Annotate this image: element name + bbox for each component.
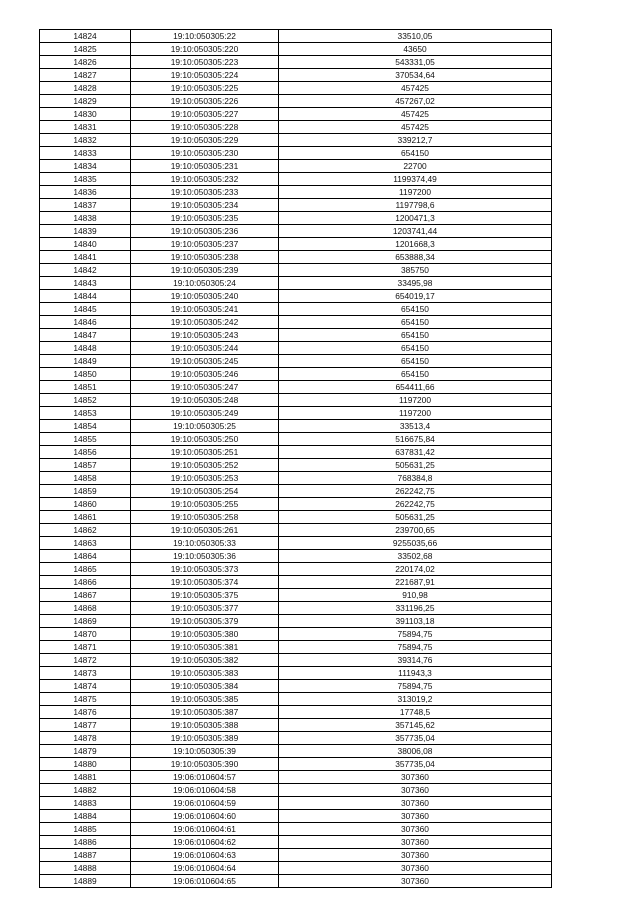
row-number-cell: 14850 <box>40 368 131 381</box>
table-row <box>40 199 552 212</box>
table-row <box>40 849 552 862</box>
value-cell: 385750 <box>279 264 552 277</box>
cadastral-number-cell: 19:10:050305:379 <box>131 615 279 628</box>
row-number-cell: 14855 <box>40 433 131 446</box>
row-number-cell: 14867 <box>40 589 131 602</box>
cadastral-number-cell: 19:10:050305:226 <box>131 95 279 108</box>
value-cell: 307360 <box>279 875 552 888</box>
row-number-cell: 14829 <box>40 95 131 108</box>
cadastral-number-cell: 19:10:050305:36 <box>131 550 279 563</box>
value-cell: 391103,18 <box>279 615 552 628</box>
row-number-cell: 14885 <box>40 823 131 836</box>
cadastral-number-cell: 19:10:050305:384 <box>131 680 279 693</box>
row-number-cell: 14857 <box>40 459 131 472</box>
table-row <box>40 316 552 329</box>
cadastral-number-cell: 19:10:050305:254 <box>131 485 279 498</box>
cadastral-number-cell: 19:10:050305:223 <box>131 56 279 69</box>
value-cell: 653888,34 <box>279 251 552 264</box>
cadastral-number-cell: 19:10:050305:243 <box>131 329 279 342</box>
row-number-cell: 14865 <box>40 563 131 576</box>
table-row <box>40 56 552 69</box>
value-cell: 313019,2 <box>279 693 552 706</box>
table-row <box>40 212 552 225</box>
value-cell: 75894,75 <box>279 641 552 654</box>
value-cell: 111943,3 <box>279 667 552 680</box>
table-row <box>40 732 552 745</box>
table-row <box>40 758 552 771</box>
value-cell: 331196,25 <box>279 602 552 615</box>
table-row <box>40 875 552 888</box>
table-row <box>40 485 552 498</box>
table-row <box>40 784 552 797</box>
value-cell: 43650 <box>279 43 552 56</box>
cadastral-number-cell: 19:10:050305:383 <box>131 667 279 680</box>
value-cell: 654150 <box>279 342 552 355</box>
value-cell: 33513,4 <box>279 420 552 433</box>
value-cell: 910,98 <box>279 589 552 602</box>
row-number-cell: 14825 <box>40 43 131 56</box>
table-row <box>40 576 552 589</box>
cadastral-number-cell: 19:10:050305:251 <box>131 446 279 459</box>
table-row <box>40 355 552 368</box>
value-cell: 1203741,44 <box>279 225 552 238</box>
value-cell: 457425 <box>279 82 552 95</box>
table-row <box>40 43 552 56</box>
row-number-cell: 14843 <box>40 277 131 290</box>
table-row <box>40 706 552 719</box>
cadastral-number-cell: 19:10:050305:233 <box>131 186 279 199</box>
row-number-cell: 14878 <box>40 732 131 745</box>
row-number-cell: 14847 <box>40 329 131 342</box>
table-row <box>40 550 552 563</box>
table-row <box>40 381 552 394</box>
cadastral-number-cell: 19:10:050305:224 <box>131 69 279 82</box>
cadastral-number-cell: 19:10:050305:241 <box>131 303 279 316</box>
row-number-cell: 14826 <box>40 56 131 69</box>
row-number-cell: 14832 <box>40 134 131 147</box>
cadastral-number-cell: 19:10:050305:253 <box>131 472 279 485</box>
row-number-cell: 14849 <box>40 355 131 368</box>
value-cell: 307360 <box>279 862 552 875</box>
cadastral-number-cell: 19:10:050305:228 <box>131 121 279 134</box>
table-row <box>40 225 552 238</box>
table-row <box>40 173 552 186</box>
value-cell: 38006,08 <box>279 745 552 758</box>
value-cell: 33502,68 <box>279 550 552 563</box>
value-cell: 39314,76 <box>279 654 552 667</box>
value-cell: 357735,04 <box>279 732 552 745</box>
table-row <box>40 134 552 147</box>
cadastral-number-cell: 19:06:010604:65 <box>131 875 279 888</box>
value-cell: 457267,02 <box>279 95 552 108</box>
table-row <box>40 823 552 836</box>
row-number-cell: 14868 <box>40 602 131 615</box>
cadastral-number-cell: 19:10:050305:33 <box>131 537 279 550</box>
table-row <box>40 303 552 316</box>
row-number-cell: 14879 <box>40 745 131 758</box>
value-cell: 307360 <box>279 849 552 862</box>
table-row <box>40 719 552 732</box>
value-cell: 637831,42 <box>279 446 552 459</box>
cadastral-number-cell: 19:10:050305:231 <box>131 160 279 173</box>
cadastral-number-cell: 19:06:010604:58 <box>131 784 279 797</box>
value-cell: 75894,75 <box>279 680 552 693</box>
cadastral-number-cell: 19:10:050305:232 <box>131 173 279 186</box>
value-cell: 654150 <box>279 329 552 342</box>
cadastral-number-cell: 19:10:050305:255 <box>131 498 279 511</box>
value-cell: 1197200 <box>279 394 552 407</box>
cadastral-number-cell: 19:06:010604:63 <box>131 849 279 862</box>
value-cell: 75894,75 <box>279 628 552 641</box>
cadastral-number-cell: 19:10:050305:390 <box>131 758 279 771</box>
value-cell: 654150 <box>279 303 552 316</box>
table-row <box>40 186 552 199</box>
row-number-cell: 14889 <box>40 875 131 888</box>
value-cell: 307360 <box>279 836 552 849</box>
table-row <box>40 563 552 576</box>
value-cell: 262242,75 <box>279 498 552 511</box>
row-number-cell: 14877 <box>40 719 131 732</box>
cadastral-number-cell: 19:10:050305:374 <box>131 576 279 589</box>
table-row <box>40 251 552 264</box>
value-cell: 1197200 <box>279 186 552 199</box>
table-row <box>40 342 552 355</box>
row-number-cell: 14869 <box>40 615 131 628</box>
row-number-cell: 14834 <box>40 160 131 173</box>
cadastral-number-cell: 19:10:050305:249 <box>131 407 279 420</box>
table-row <box>40 420 552 433</box>
row-number-cell: 14836 <box>40 186 131 199</box>
value-cell: 370534,64 <box>279 69 552 82</box>
value-cell: 1201668,3 <box>279 238 552 251</box>
cadastral-number-cell: 19:10:050305:39 <box>131 745 279 758</box>
cadastral-number-cell: 19:10:050305:25 <box>131 420 279 433</box>
cadastral-number-cell: 19:10:050305:373 <box>131 563 279 576</box>
table-row <box>40 394 552 407</box>
row-number-cell: 14883 <box>40 797 131 810</box>
table-row <box>40 69 552 82</box>
table-row <box>40 264 552 277</box>
row-number-cell: 14870 <box>40 628 131 641</box>
value-cell: 307360 <box>279 810 552 823</box>
row-number-cell: 14828 <box>40 82 131 95</box>
value-cell: 221687,91 <box>279 576 552 589</box>
cadastral-number-cell: 19:10:050305:377 <box>131 602 279 615</box>
cadastral-number-cell: 19:10:050305:24 <box>131 277 279 290</box>
row-number-cell: 14882 <box>40 784 131 797</box>
value-cell: 22700 <box>279 160 552 173</box>
row-number-cell: 14860 <box>40 498 131 511</box>
value-cell: 17748,5 <box>279 706 552 719</box>
row-number-cell: 14863 <box>40 537 131 550</box>
row-number-cell: 14853 <box>40 407 131 420</box>
row-number-cell: 14887 <box>40 849 131 862</box>
cadastral-number-cell: 19:10:050305:385 <box>131 693 279 706</box>
value-cell: 457425 <box>279 108 552 121</box>
cadastral-number-cell: 19:10:050305:238 <box>131 251 279 264</box>
value-cell: 654150 <box>279 147 552 160</box>
table-row <box>40 836 552 849</box>
table-row <box>40 498 552 511</box>
value-cell: 654019,17 <box>279 290 552 303</box>
row-number-cell: 14844 <box>40 290 131 303</box>
value-cell: 654411,66 <box>279 381 552 394</box>
table-row <box>40 537 552 550</box>
table-row <box>40 745 552 758</box>
value-cell: 654150 <box>279 355 552 368</box>
row-number-cell: 14876 <box>40 706 131 719</box>
value-cell: 307360 <box>279 771 552 784</box>
cadastral-number-cell: 19:10:050305:229 <box>131 134 279 147</box>
row-number-cell: 14846 <box>40 316 131 329</box>
table-row <box>40 433 552 446</box>
table-row <box>40 628 552 641</box>
value-cell: 357735,04 <box>279 758 552 771</box>
cadastral-number-cell: 19:10:050305:227 <box>131 108 279 121</box>
table-row <box>40 108 552 121</box>
cadastral-number-cell: 19:10:050305:246 <box>131 368 279 381</box>
row-number-cell: 14875 <box>40 693 131 706</box>
row-number-cell: 14872 <box>40 654 131 667</box>
table-row <box>40 160 552 173</box>
row-number-cell: 14845 <box>40 303 131 316</box>
cadastral-number-cell: 19:10:050305:252 <box>131 459 279 472</box>
data-table <box>39 29 552 888</box>
row-number-cell: 14881 <box>40 771 131 784</box>
table-row <box>40 446 552 459</box>
row-number-cell: 14856 <box>40 446 131 459</box>
row-number-cell: 14827 <box>40 69 131 82</box>
value-cell: 307360 <box>279 784 552 797</box>
cadastral-number-cell: 19:10:050305:387 <box>131 706 279 719</box>
cadastral-number-cell: 19:10:050305:239 <box>131 264 279 277</box>
table-row <box>40 82 552 95</box>
cadastral-number-cell: 19:10:050305:22 <box>131 30 279 43</box>
table-row <box>40 472 552 485</box>
row-number-cell: 14831 <box>40 121 131 134</box>
cadastral-number-cell: 19:10:050305:225 <box>131 82 279 95</box>
value-cell: 654150 <box>279 316 552 329</box>
value-cell: 505631,25 <box>279 459 552 472</box>
cadastral-number-cell: 19:10:050305:237 <box>131 238 279 251</box>
value-cell: 33510,05 <box>279 30 552 43</box>
value-cell: 654150 <box>279 368 552 381</box>
cadastral-number-cell: 19:06:010604:60 <box>131 810 279 823</box>
row-number-cell: 14861 <box>40 511 131 524</box>
row-number-cell: 14862 <box>40 524 131 537</box>
table-row <box>40 238 552 251</box>
value-cell: 1197200 <box>279 407 552 420</box>
cadastral-number-cell: 19:10:050305:382 <box>131 654 279 667</box>
cadastral-number-cell: 19:10:050305:235 <box>131 212 279 225</box>
cadastral-number-cell: 19:10:050305:242 <box>131 316 279 329</box>
table-row <box>40 693 552 706</box>
cadastral-number-cell: 19:06:010604:62 <box>131 836 279 849</box>
cadastral-number-cell: 19:10:050305:261 <box>131 524 279 537</box>
table-row <box>40 121 552 134</box>
row-number-cell: 14842 <box>40 264 131 277</box>
value-cell: 33495,98 <box>279 277 552 290</box>
row-number-cell: 14840 <box>40 238 131 251</box>
row-number-cell: 14854 <box>40 420 131 433</box>
table-row <box>40 277 552 290</box>
row-number-cell: 14833 <box>40 147 131 160</box>
table-row <box>40 368 552 381</box>
table-row <box>40 147 552 160</box>
row-number-cell: 14884 <box>40 810 131 823</box>
row-number-cell: 14866 <box>40 576 131 589</box>
row-number-cell: 14859 <box>40 485 131 498</box>
value-cell: 307360 <box>279 797 552 810</box>
cadastral-number-cell: 19:10:050305:245 <box>131 355 279 368</box>
table-row <box>40 862 552 875</box>
row-number-cell: 14888 <box>40 862 131 875</box>
table-row <box>40 524 552 537</box>
value-cell: 505631,25 <box>279 511 552 524</box>
value-cell: 543331,05 <box>279 56 552 69</box>
cadastral-number-cell: 19:06:010604:59 <box>131 797 279 810</box>
table-row <box>40 680 552 693</box>
row-number-cell: 14838 <box>40 212 131 225</box>
row-number-cell: 14830 <box>40 108 131 121</box>
row-number-cell: 14835 <box>40 173 131 186</box>
row-number-cell: 14864 <box>40 550 131 563</box>
table-row <box>40 641 552 654</box>
value-cell: 516675,84 <box>279 433 552 446</box>
value-cell: 262242,75 <box>279 485 552 498</box>
value-cell: 768384,8 <box>279 472 552 485</box>
cadastral-number-cell: 19:06:010604:61 <box>131 823 279 836</box>
cadastral-number-cell: 19:10:050305:247 <box>131 381 279 394</box>
table-row <box>40 459 552 472</box>
row-number-cell: 14880 <box>40 758 131 771</box>
cadastral-number-cell: 19:06:010604:64 <box>131 862 279 875</box>
cadastral-number-cell: 19:10:050305:389 <box>131 732 279 745</box>
cadastral-number-cell: 19:10:050305:230 <box>131 147 279 160</box>
cadastral-number-cell: 19:06:010604:57 <box>131 771 279 784</box>
cadastral-number-cell: 19:10:050305:380 <box>131 628 279 641</box>
cadastral-number-cell: 19:10:050305:388 <box>131 719 279 732</box>
row-number-cell: 14886 <box>40 836 131 849</box>
value-cell: 9255035,66 <box>279 537 552 550</box>
table-row <box>40 407 552 420</box>
cadastral-number-cell: 19:10:050305:381 <box>131 641 279 654</box>
value-cell: 339212,7 <box>279 134 552 147</box>
row-number-cell: 14841 <box>40 251 131 264</box>
cadastral-number-cell: 19:10:050305:375 <box>131 589 279 602</box>
cadastral-number-cell: 19:10:050305:248 <box>131 394 279 407</box>
value-cell: 1199374,49 <box>279 173 552 186</box>
table-row <box>40 771 552 784</box>
cadastral-number-cell: 19:10:050305:220 <box>131 43 279 56</box>
cadastral-number-cell: 19:10:050305:240 <box>131 290 279 303</box>
row-number-cell: 14839 <box>40 225 131 238</box>
value-cell: 1197798,6 <box>279 199 552 212</box>
table-row <box>40 511 552 524</box>
row-number-cell: 14873 <box>40 667 131 680</box>
table-row <box>40 615 552 628</box>
cadastral-number-cell: 19:10:050305:258 <box>131 511 279 524</box>
cadastral-number-cell: 19:10:050305:234 <box>131 199 279 212</box>
table-row <box>40 95 552 108</box>
row-number-cell: 14837 <box>40 199 131 212</box>
value-cell: 357145,62 <box>279 719 552 732</box>
table-row <box>40 589 552 602</box>
value-cell: 307360 <box>279 823 552 836</box>
row-number-cell: 14858 <box>40 472 131 485</box>
table-body <box>40 30 552 888</box>
table-row <box>40 667 552 680</box>
row-number-cell: 14848 <box>40 342 131 355</box>
row-number-cell: 14852 <box>40 394 131 407</box>
table-row <box>40 654 552 667</box>
row-number-cell: 14874 <box>40 680 131 693</box>
value-cell: 239700,65 <box>279 524 552 537</box>
table-row <box>40 329 552 342</box>
table-row <box>40 797 552 810</box>
table-row <box>40 290 552 303</box>
cadastral-number-cell: 19:10:050305:244 <box>131 342 279 355</box>
value-cell: 220174,02 <box>279 563 552 576</box>
row-number-cell: 14824 <box>40 30 131 43</box>
row-number-cell: 14871 <box>40 641 131 654</box>
cadastral-number-cell: 19:10:050305:236 <box>131 225 279 238</box>
table-row <box>40 602 552 615</box>
table-row <box>40 810 552 823</box>
table-row <box>40 30 552 43</box>
row-number-cell: 14851 <box>40 381 131 394</box>
cadastral-number-cell: 19:10:050305:250 <box>131 433 279 446</box>
value-cell: 457425 <box>279 121 552 134</box>
value-cell: 1200471,3 <box>279 212 552 225</box>
